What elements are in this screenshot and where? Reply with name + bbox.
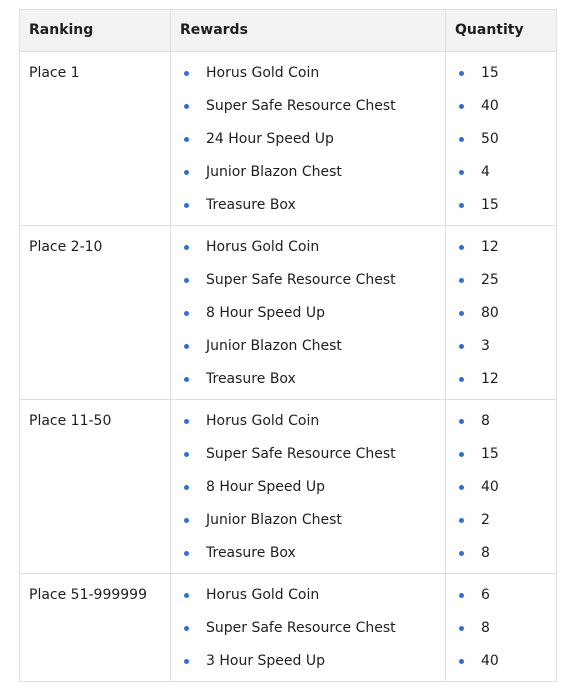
reward-text: 8 Hour Speed Up: [206, 305, 325, 321]
reward-cell: [171, 226, 446, 400]
quantity-item: [455, 305, 547, 338]
reward-item: [180, 371, 436, 388]
bullet-icon: [459, 518, 464, 523]
reward-text: Junior Blazon Chest: [206, 512, 342, 528]
bullet-icon: [459, 344, 464, 349]
ranking-cell: [20, 574, 171, 682]
bullet-icon: [184, 104, 189, 109]
reward-item: [180, 164, 436, 197]
quantity-text: 15: [481, 197, 499, 213]
reward-item: [180, 512, 436, 545]
reward-text: Horus Gold Coin: [206, 239, 320, 255]
quantity-text: 40: [481, 98, 499, 114]
bullet-icon: [184, 311, 189, 316]
bullet-icon: [459, 71, 464, 76]
ranking-label: Place 2-10: [29, 239, 103, 255]
reward-text: 8 Hour Speed Up: [206, 479, 325, 495]
quantity-list: [455, 239, 547, 388]
reward-item: [180, 653, 436, 670]
quantity-item: [455, 272, 547, 305]
reward-item: [180, 587, 436, 620]
ranking-cell: [20, 400, 171, 574]
reward-item: [180, 338, 436, 371]
bullet-icon: [459, 419, 464, 424]
quantity-item: [455, 446, 547, 479]
bullet-icon: [459, 245, 464, 250]
quantity-list: [455, 65, 547, 214]
quantity-item: [455, 620, 547, 653]
bullet-icon: [184, 452, 189, 457]
quantity-text: 2: [481, 512, 490, 528]
reward-item: [180, 65, 436, 98]
quantity-cell: [446, 400, 557, 574]
reward-text: Treasure Box: [206, 545, 296, 561]
quantity-item: [455, 512, 547, 545]
reward-text: Horus Gold Coin: [206, 413, 320, 429]
reward-item: [180, 197, 436, 214]
quantity-cell: [446, 226, 557, 400]
reward-item: [180, 305, 436, 338]
quantity-text: 6: [481, 587, 490, 603]
quantity-item: [455, 371, 547, 388]
ranking-cell: [20, 226, 171, 400]
quantity-text: 40: [481, 653, 499, 669]
bullet-icon: [184, 344, 189, 349]
reward-item: [180, 272, 436, 305]
bullet-icon: [184, 626, 189, 631]
quantity-text: 50: [481, 131, 499, 147]
rewards-table: [19, 9, 557, 682]
quantity-text: 15: [481, 65, 499, 81]
bullet-icon: [459, 626, 464, 631]
reward-text: Horus Gold Coin: [206, 65, 320, 81]
quantity-item: [455, 164, 547, 197]
quantity-text: 12: [481, 371, 499, 387]
reward-item: [180, 479, 436, 512]
quantity-text: 40: [481, 479, 499, 495]
header-ranking: Ranking: [20, 10, 171, 52]
bullet-icon: [184, 419, 189, 424]
bullet-icon: [184, 518, 189, 523]
reward-list: [180, 413, 436, 562]
reward-item: [180, 446, 436, 479]
quantity-text: 4: [481, 164, 490, 180]
bullet-icon: [459, 104, 464, 109]
quantity-item: [455, 413, 547, 446]
ranking-cell: [20, 52, 171, 226]
bullet-icon: [459, 311, 464, 316]
bullet-icon: [184, 71, 189, 76]
reward-cell: [171, 574, 446, 682]
quantity-text: 8: [481, 545, 490, 561]
bullet-icon: [459, 203, 464, 208]
quantity-text: 8: [481, 620, 490, 636]
bullet-icon: [184, 377, 189, 382]
reward-list: [180, 239, 436, 388]
quantity-item: [455, 545, 547, 562]
quantity-item: [455, 338, 547, 371]
reward-text: Junior Blazon Chest: [206, 338, 342, 354]
quantity-text: 8: [481, 413, 490, 429]
reward-item: [180, 413, 436, 446]
quantity-list: [455, 587, 547, 670]
table-row: [20, 226, 557, 400]
table-header: [20, 10, 557, 52]
bullet-icon: [184, 137, 189, 142]
bullet-icon: [184, 245, 189, 250]
bullet-icon: [459, 278, 464, 283]
ranking-label: Place 11-50: [29, 413, 112, 429]
bullet-icon: [459, 137, 464, 142]
quantity-text: 80: [481, 305, 499, 321]
reward-cell: [171, 52, 446, 226]
header-row: [20, 10, 557, 52]
reward-text: Super Safe Resource Chest: [206, 98, 396, 114]
bullet-icon: [184, 485, 189, 490]
bullet-icon: [459, 485, 464, 490]
reward-item: [180, 98, 436, 131]
quantity-item: [455, 98, 547, 131]
table-row: [20, 400, 557, 574]
quantity-item: [455, 587, 547, 620]
reward-cell: [171, 400, 446, 574]
bullet-icon: [184, 593, 189, 598]
quantity-item: [455, 65, 547, 98]
quantity-item: [455, 131, 547, 164]
reward-text: Junior Blazon Chest: [206, 164, 342, 180]
reward-text: Super Safe Resource Chest: [206, 620, 396, 636]
quantity-list: [455, 413, 547, 562]
reward-text: 24 Hour Speed Up: [206, 131, 334, 147]
reward-text: 3 Hour Speed Up: [206, 653, 325, 669]
reward-text: Treasure Box: [206, 197, 296, 213]
header-rewards: Rewards: [171, 10, 446, 52]
reward-list: [180, 587, 436, 670]
reward-text: Super Safe Resource Chest: [206, 272, 396, 288]
reward-item: [180, 545, 436, 562]
quantity-item: [455, 239, 547, 272]
quantity-text: 15: [481, 446, 499, 462]
reward-item: [180, 620, 436, 653]
bullet-icon: [459, 377, 464, 382]
bullet-icon: [459, 551, 464, 556]
ranking-label: Place 1: [29, 65, 80, 81]
quantity-item: [455, 197, 547, 214]
bullet-icon: [184, 551, 189, 556]
reward-list: [180, 65, 436, 214]
bullet-icon: [184, 278, 189, 283]
header-quantity: Quantity: [446, 10, 557, 52]
bullet-icon: [184, 170, 189, 175]
table-row: [20, 52, 557, 226]
reward-item: [180, 131, 436, 164]
bullet-icon: [459, 452, 464, 457]
quantity-text: 3: [481, 338, 490, 354]
bullet-icon: [459, 593, 464, 598]
quantity-text: 25: [481, 272, 499, 288]
quantity-cell: [446, 574, 557, 682]
bullet-icon: [459, 170, 464, 175]
quantity-item: [455, 653, 547, 670]
quantity-text: 12: [481, 239, 499, 255]
reward-item: [180, 239, 436, 272]
quantity-item: [455, 479, 547, 512]
reward-text: Super Safe Resource Chest: [206, 446, 396, 462]
reward-text: Treasure Box: [206, 371, 296, 387]
bullet-icon: [184, 659, 189, 664]
table-row: [20, 574, 557, 682]
ranking-label: Place 51-999999: [29, 587, 147, 603]
reward-text: Horus Gold Coin: [206, 587, 320, 603]
bullet-icon: [459, 659, 464, 664]
quantity-cell: [446, 52, 557, 226]
bullet-icon: [184, 203, 189, 208]
table-body: [20, 52, 557, 682]
